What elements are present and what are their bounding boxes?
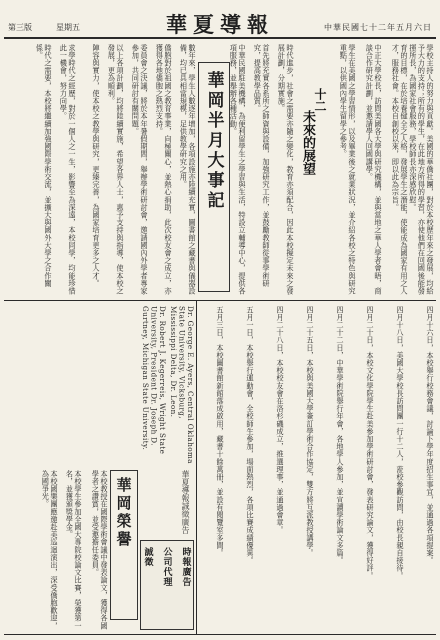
page-number: 第三版 (8, 23, 32, 32)
advertisement-box (140, 540, 194, 630)
event-item: 五月三日，本校圖書館新館落成啟用，藏書十餘萬冊，並設有閱覽室多間。 (216, 306, 225, 557)
article-column: 以上各項計劃，均將陸續實施，希望各界人士，惠予支持與指導，使本校之發展，更為順利。 (107, 44, 125, 295)
feature-heading-number: 十二 (313, 88, 327, 112)
honors-item: 本校學生參加全國大專院校論文比賽，榮獲第一名，並獲頒獎學金。 (65, 470, 83, 630)
feature-text: 首先將充實各系所之師資與設備，加強研究工作，並鼓勵教師從事學術研究，提高教學品質。 (253, 44, 271, 288)
article-column: 學生在美國之學習情形，以及畢業後之就業狀況，並介紹各校之特色與研究重點，以供國內學生留學之參考。 (339, 44, 357, 295)
ad-line: 時報廣告 (180, 547, 191, 587)
event-item: 五月一日，本校舉行運動會，全校師生參加，場面熱烈，各項比賽成績優異。 (246, 306, 255, 565)
dateline: 中華民國七十二年五月六日 (324, 23, 432, 32)
event-item: 四月二十二日，中華學術院舉行年會，各地學人參加，並宣讀學術論文多篇。 (336, 306, 345, 565)
article-column: 中華民國駐美機構，為便利留學生之學習與生活，特設立輔導中心，提供各項服務，並舉辦各種活動。 (229, 44, 247, 295)
event-item-english: Dr. George E. Ayers, Central Oklahoma State University, Vicksburg, Mississippi Delta, Dr. Leon. (168, 306, 195, 464)
ad-caption: 華夏導報誠徵廣告 (181, 470, 190, 534)
article-column: 育的目標，在於培養健全之人格，發展學生之潛能，使能成為國家有用之人才，服務社會。本校自創校以來，即以此為宗旨。 (391, 44, 409, 295)
event-item: 四月十八日，美國大學校長訪問團一行十二人，蒞校參觀訪問，由校長親自接待。 (396, 306, 405, 580)
feature-text: 時代進步，社會之需要亦隨之變化，教育亦須配合，因此本校擬定未來之發展計劃，分期實施。 (277, 44, 295, 295)
article-column: 學校主持人的努力與貢獻。美國的華僑社團，對於本校歷年來之發展，均給予大力的支持；所有的學生，在此地方所得的學習，亦使他們在回國後能發揮所長，為國家社會服務，學校師長亦深感欣慰。 (408, 44, 435, 295)
article-column: 時代之需要，本校將繼續加強國際學術交流，並擴大與國外大學之合作關係。 (35, 44, 53, 288)
article-column: 中正大學校長，訪問美國各大學與研究機構，並與當地之華人學者會晤，商談合作研究計劃，並邀請學人回國講學。 (365, 44, 383, 295)
bottom-rule (4, 634, 436, 635)
article-column: 陣容與實力，使本校之教學與研究，更臻完善，為國家培育更多之人才。 (92, 44, 101, 288)
event-item: 四月二十八日，本校校友會在洛杉磯成立，推選理事，並通過會章。 (276, 306, 285, 534)
article-column: 數年來，學生人數逐年增加，各項設施亦陸續充實，圖書館之藏書與儀器設備，均已具相當規模，足供教學研究之用。 (179, 44, 197, 295)
event-item: 四月二十日，本校文化學院學生赴美參加學術研討會，發表研究論文，獲得好評。 (366, 306, 375, 580)
band-divider (4, 300, 436, 301)
weekday: 星期五 (56, 23, 80, 32)
header-rule (4, 37, 436, 39)
article-column: 僑胞對於祖國之教育事業，向極關心，並熱心捐助，此次校友會之成立，亦獲得各地僑胞之熱烈支持。 (155, 44, 173, 295)
honors-item: 本校國樂團應邀赴美巡迴演出，深受僑胞歡迎，為國爭光。 (41, 470, 59, 630)
honors-title: 華岡榮譽 (114, 477, 133, 549)
ad-line: 公司代理 (161, 547, 172, 587)
honors-item: 本校教授在國際學術會議中發表論文，獲得各國學者之讚賞，並受邀擔任委員。 (91, 470, 109, 630)
column-rule (196, 300, 197, 634)
edition-line (8, 22, 80, 33)
ad-line: 誠徵 (142, 547, 153, 567)
honors-title-box (110, 470, 138, 620)
events-title: 華岡半月大事記 (203, 71, 224, 211)
feature-heading: 未來的展望 (300, 110, 315, 175)
event-item: 四月十六日，本校舉行校務會議，討論下學年度招生事宜，並通過各項提案。 (426, 306, 435, 565)
event-item-english: Dr. Robert J. Kegerreis, Wright State University, President Dr. Joseph D. Gurtney, Michigan State University. (140, 306, 167, 455)
article-column: 委員會之決議，將於本年暑假期間，舉辦學術研討會，邀請國內外學者專家參加，共同研討有關問題。 (131, 44, 149, 295)
masthead: 華夏導報 (166, 12, 274, 37)
article-column: 求學時代之經歷，對於一個人之一生，影響至為深遠，本校同學，均能珍惜此一機會，努力向學。 (59, 44, 77, 295)
event-item: 四月二十五日，本校與美國大學簽訂學術合作協定，雙方將互派教授講學。 (306, 306, 315, 557)
events-title-box (198, 62, 230, 292)
